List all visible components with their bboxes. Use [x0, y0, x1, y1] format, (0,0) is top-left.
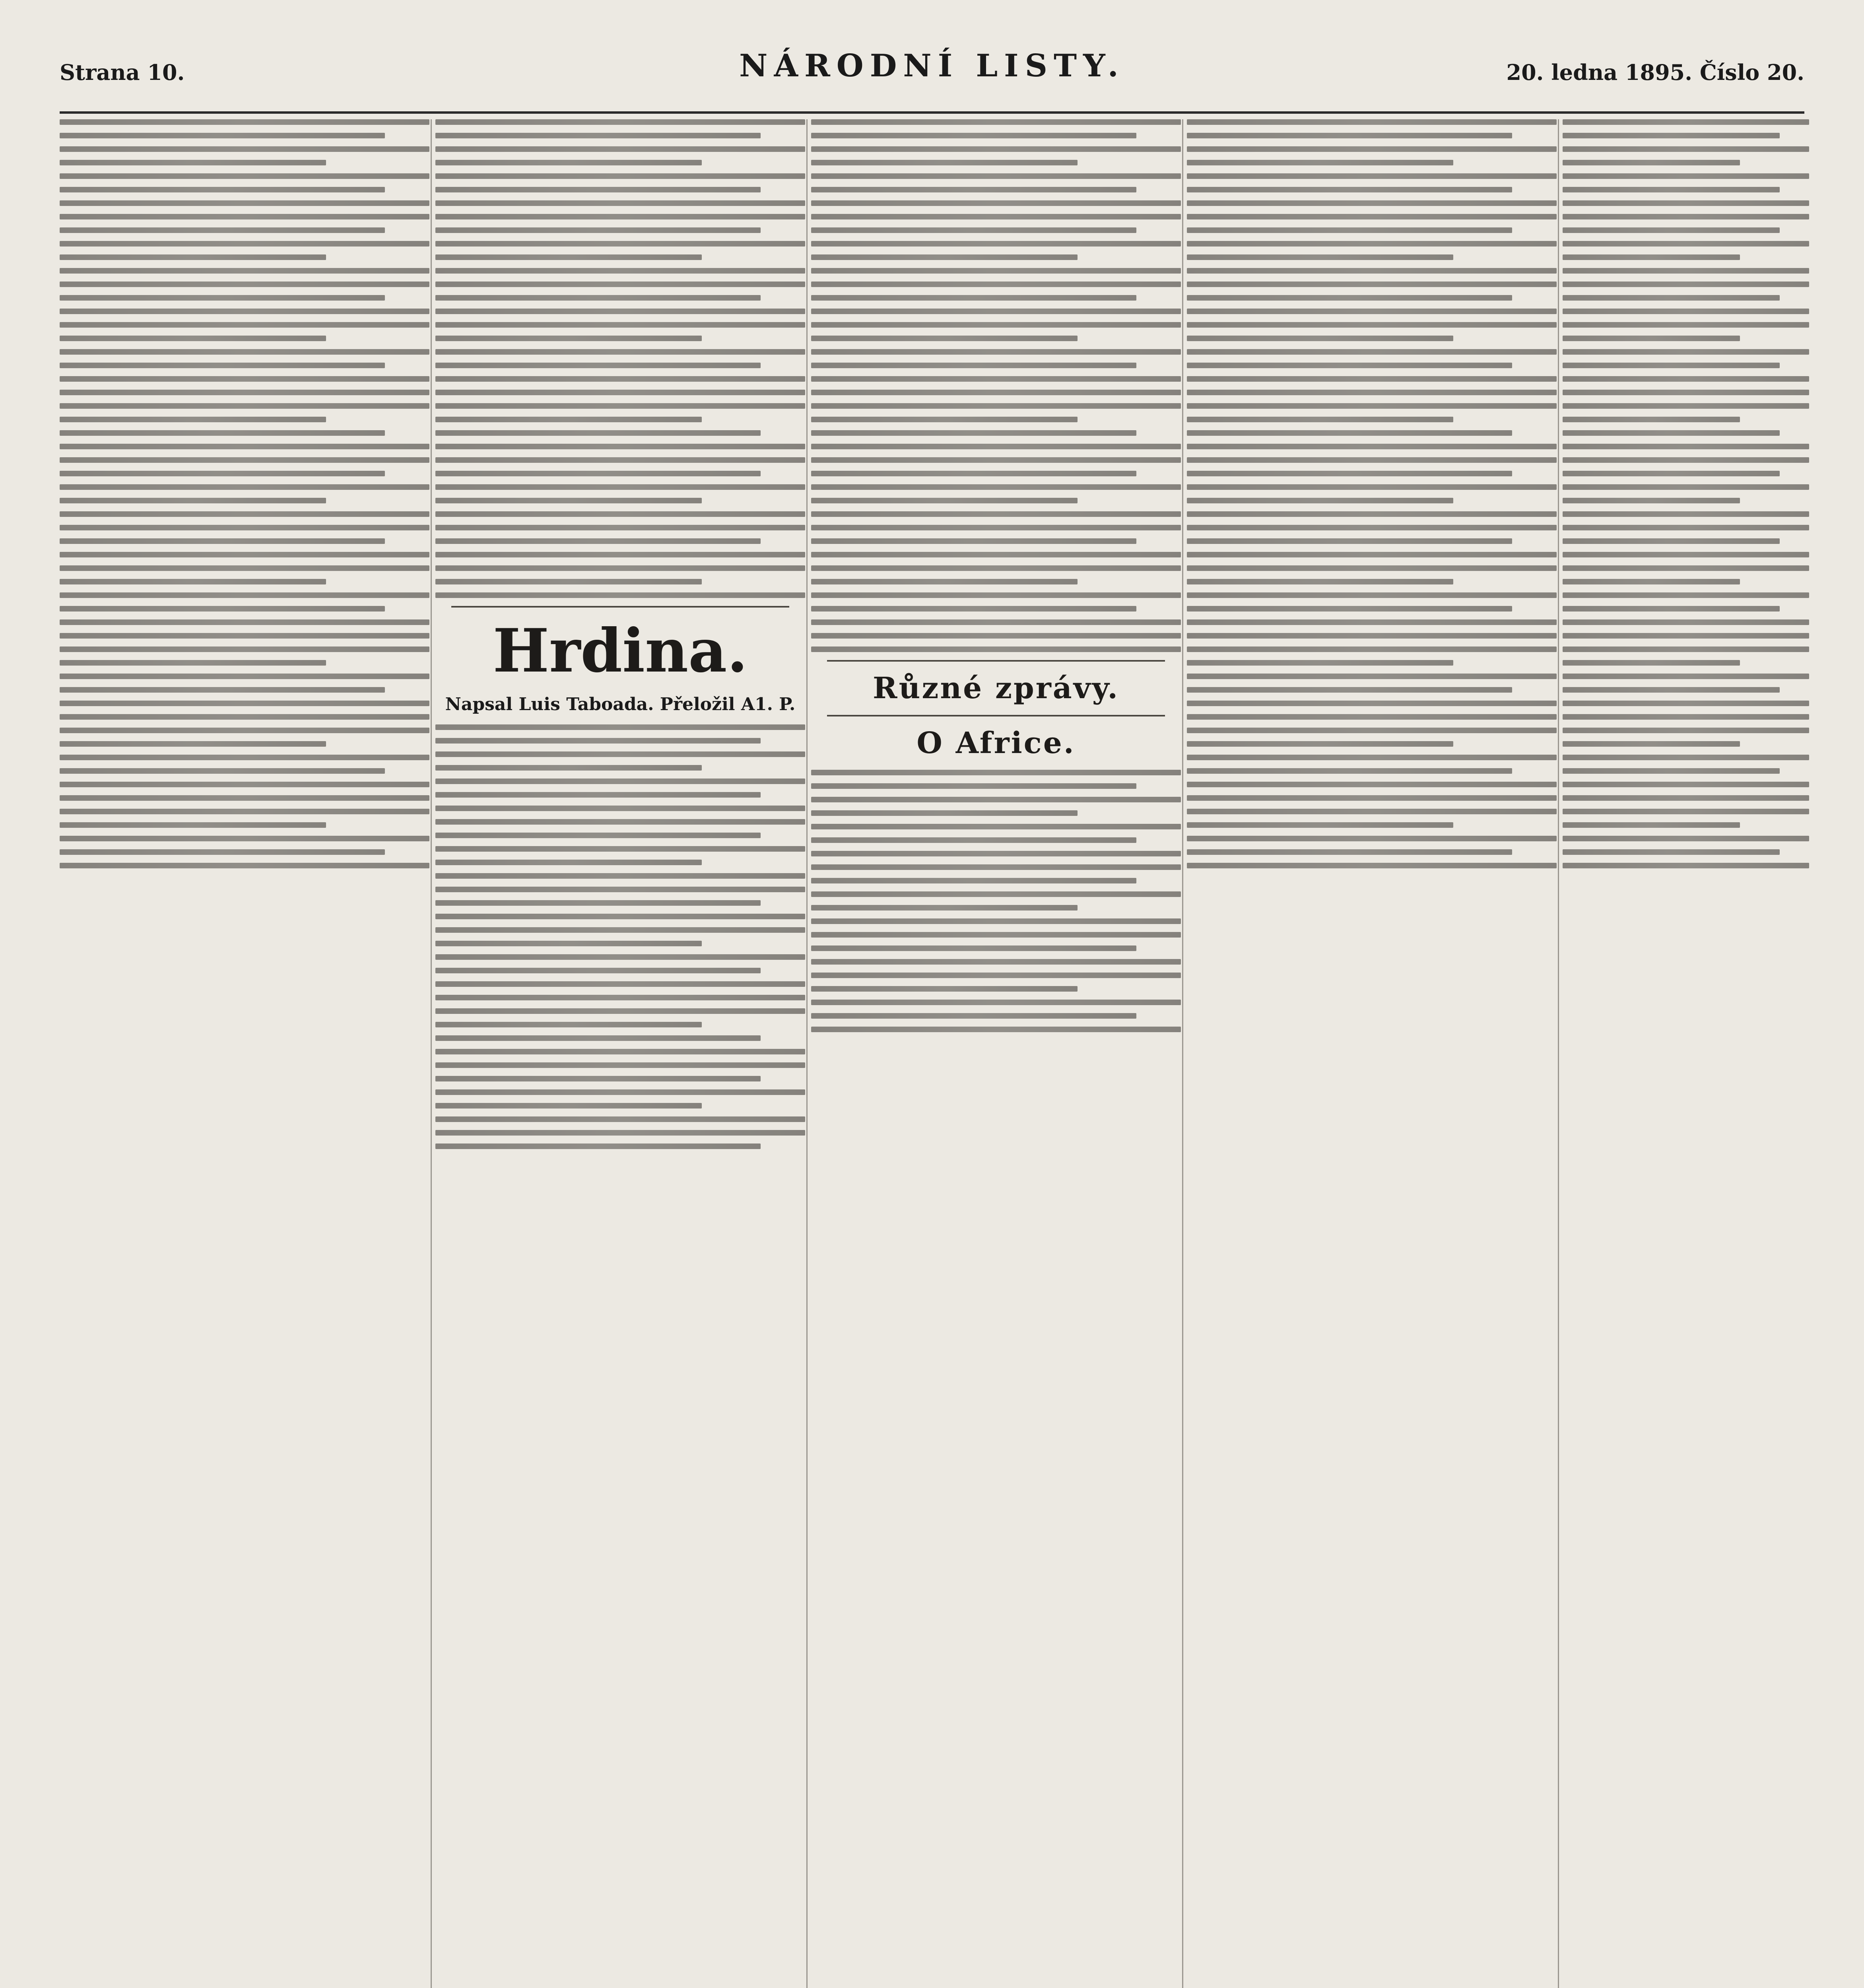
column-2: [435, 119, 805, 1988]
column-1: [60, 119, 429, 1988]
column-5: [1563, 119, 1809, 1988]
section-divider: [827, 660, 1165, 662]
column-4: [1187, 119, 1557, 1988]
subsection-title: O Africe.: [916, 726, 1076, 760]
story-title: Hrdina.: [493, 616, 748, 686]
column-divider: [431, 119, 432, 1988]
masthead: [60, 48, 1804, 95]
section-divider: [451, 606, 789, 608]
newspaper-title: NÁRODNÍ LISTY.: [739, 48, 1125, 84]
header-rule: [60, 111, 1804, 114]
column-divider: [1182, 119, 1183, 1988]
story-byline: Napsal Luis Taboada. Přeložil A1. P.: [445, 694, 796, 714]
section-title: Různé zprávy.: [873, 671, 1119, 705]
column-divider: [806, 119, 808, 1988]
column-3: [811, 119, 1181, 1988]
issue-date-number: 20. ledna 1895. Číslo 20.: [1506, 60, 1804, 85]
section-divider: [827, 715, 1165, 716]
column-divider: [1558, 119, 1559, 1988]
page-number: Strana 10.: [60, 60, 185, 85]
